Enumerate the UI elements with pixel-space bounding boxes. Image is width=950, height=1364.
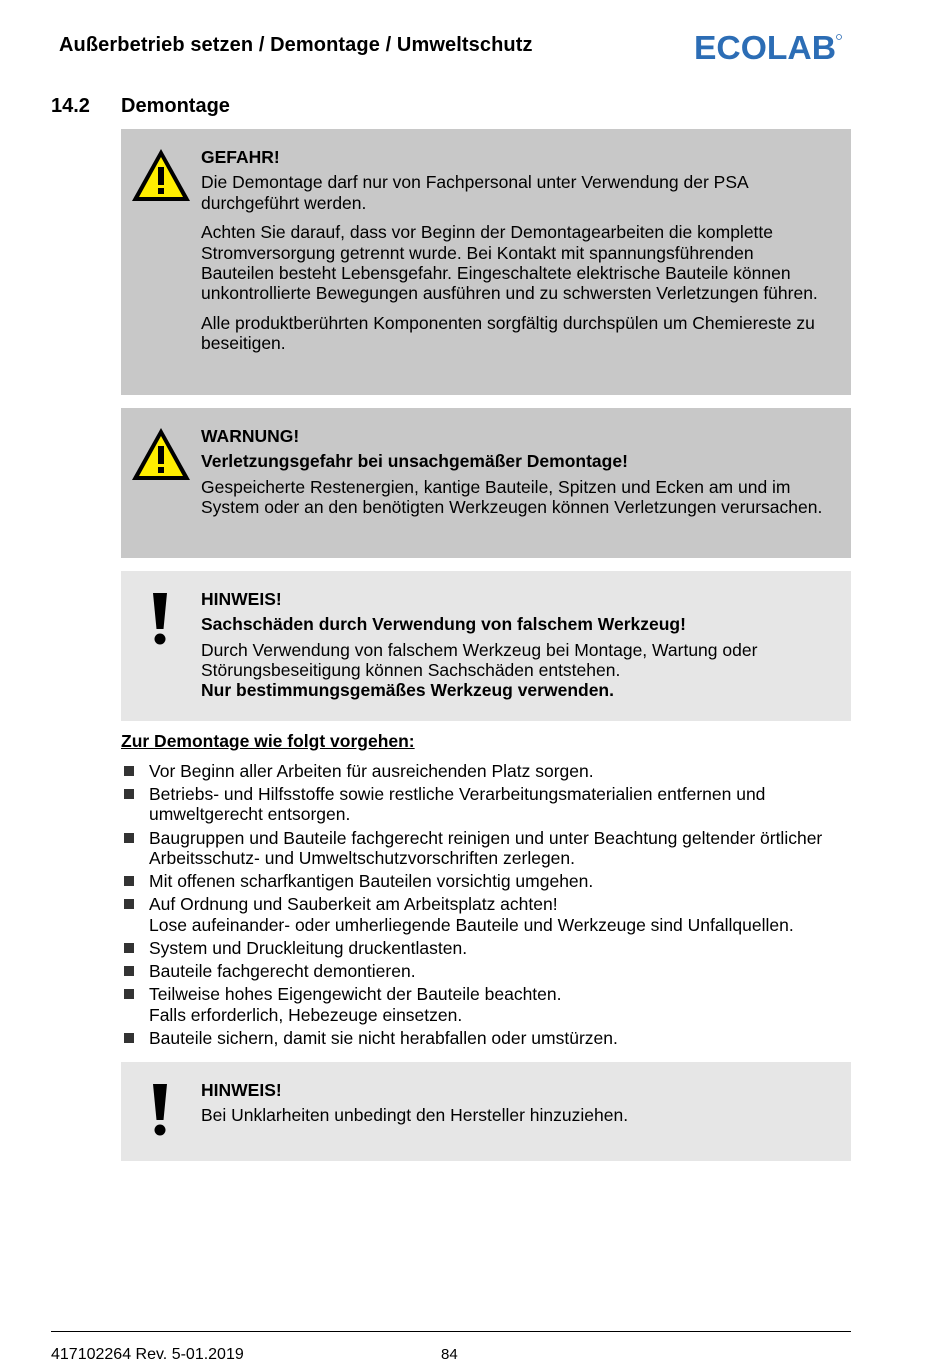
square-bullet-icon <box>124 899 134 909</box>
step-text: Bauteile sichern, damit sie nicht herabfallen oder umstürzen. <box>149 1027 618 1048</box>
list-item <box>121 961 851 981</box>
square-bullet-icon <box>124 943 134 953</box>
square-bullet-icon <box>124 789 134 799</box>
list-item <box>121 784 851 825</box>
page-number: 84 <box>441 1346 458 1363</box>
notice-text: Bei Unklarheiten unbedingt den Hersteller hinzuziehen. <box>201 1105 629 1126</box>
notice-box <box>121 1062 851 1161</box>
ecolab-logo <box>693 30 843 64</box>
notice-box-content <box>201 589 831 700</box>
square-bullet-icon <box>124 966 134 976</box>
section-title: Demontage <box>121 95 230 117</box>
notice-emphasis: Nur bestimmungsgemäßes Werkzeug verwenden. <box>201 680 614 701</box>
warning-box <box>121 408 851 558</box>
footer-divider <box>51 1331 851 1332</box>
procedure-steps <box>121 761 851 1051</box>
step-text: Mit offenen scharfkantigen Bauteilen vorsichtig umgehen. <box>149 871 594 892</box>
step-text: Vor Beginn aller Arbeiten für ausreichenden Platz sorgen. <box>149 761 594 781</box>
step-text: Auf Ordnung und Sauberkeit am Arbeitsplatz achten! Lose aufeinander- oder umherliegende Bauteile und Werkzeuge sind Unfallquellen. <box>149 894 794 935</box>
step-text: Baugruppen und Bauteile fachgerecht reinigen und unter Beachtung geltender örtlicher Arbeitsschutz- und Umweltschutzvorschriften zerlegen. <box>149 827 823 868</box>
square-bullet-icon <box>124 833 134 843</box>
list-item <box>121 984 851 1025</box>
list-item <box>121 871 851 891</box>
warning-triangle-icon <box>130 147 192 203</box>
square-bullet-icon <box>124 1033 134 1043</box>
step-text: Teilweise hohes Eigengewicht der Bauteile beachten. Falls erforderlich, Hebezeuge einsetzen. <box>149 984 562 1025</box>
step-text: Bauteile fachgerecht demontieren. <box>149 961 416 982</box>
danger-paragraph: Die Demontage darf nur von Fachpersonal unter Verwendung der PSA durchgeführt werden. <box>201 172 748 213</box>
danger-box-content <box>201 147 831 354</box>
list-item <box>121 1028 851 1048</box>
warning-box-content <box>201 426 831 517</box>
danger-box <box>121 129 851 395</box>
notice-box <box>121 571 851 721</box>
list-item <box>121 761 851 781</box>
exclamation-icon <box>149 1084 171 1136</box>
section-number: 14.2 <box>51 95 90 117</box>
list-item <box>121 894 851 935</box>
notice-heading: HINWEIS! <box>201 1080 282 1100</box>
notice-heading: HINWEIS! <box>201 589 282 609</box>
footer-doc-reference: 417102264 Rev. 5-01.2019 <box>51 1346 244 1363</box>
square-bullet-icon <box>124 989 134 999</box>
square-bullet-icon <box>124 876 134 886</box>
procedure-heading: Zur Demontage wie folgt vorgehen: <box>121 731 415 751</box>
list-item <box>121 938 851 958</box>
page-header-title: Außerbetrieb setzen / Demontage / Umweltschutz <box>59 34 533 56</box>
warning-text: Gespeicherte Restenergien, kantige Bauteile, Spitzen und Ecken am und im System oder an den benötigten Werkzeugen können Verletzungen verursachen. <box>201 476 823 517</box>
logo-text: ECOLAB <box>694 30 836 64</box>
step-text: Betriebs- und Hilfsstoffe sowie restliche Verarbeitungsmaterialien entfernen und umweltgerecht entsorgen. <box>149 784 766 825</box>
notice-subheading: Sachschäden durch Verwendung von falschem Werkzeug! <box>201 614 686 635</box>
square-bullet-icon <box>124 766 134 776</box>
danger-paragraph: Achten Sie darauf, dass vor Beginn der Demontagearbeiten die komplette Stromversorgung getrennt wurde. Bei Kontakt mit spannungsführenden Bauteilen besteht Lebensgefahr. Eingeschaltete elektrische Bauteile können unkontrollierte Bewegungen ausführen und zu schwersten Verletzungen führen. <box>201 222 818 304</box>
list-item <box>121 828 851 869</box>
exclamation-icon <box>149 593 171 645</box>
danger-heading: GEFAHR! <box>201 147 280 167</box>
notice-box-content <box>201 1080 831 1126</box>
warning-triangle-icon <box>130 426 192 482</box>
warning-subheading: Verletzungsgefahr bei unsachgemäßer Demontage! <box>201 451 628 472</box>
warning-heading: WARNUNG! <box>201 426 300 446</box>
step-text: System und Druckleitung druckentlasten. <box>149 937 468 958</box>
danger-paragraph: Alle produktberührten Komponenten sorgfältig durchspülen um Chemiereste zu beseitigen. <box>201 313 815 354</box>
notice-text: Durch Verwendung von falschem Werkzeug bei Montage, Wartung oder Störungsbeseitigung können Sachschäden entstehen. <box>201 639 758 680</box>
